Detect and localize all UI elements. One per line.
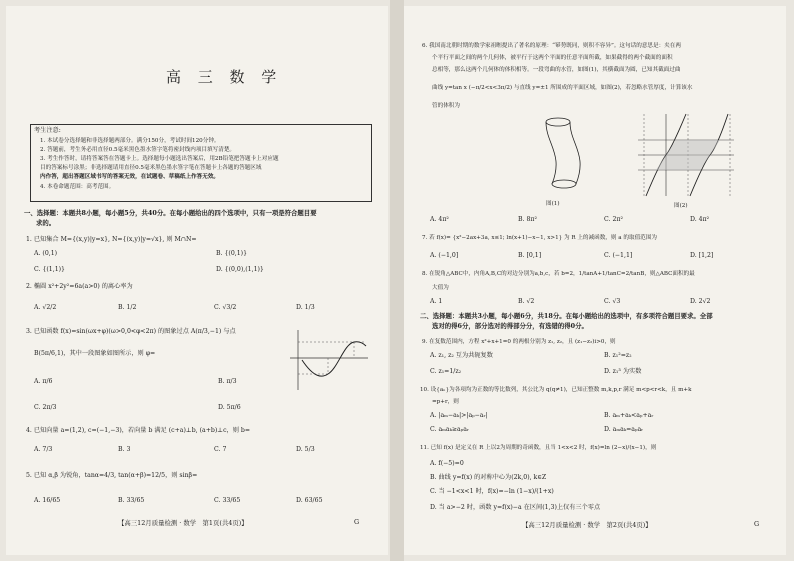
- q11-option-c: C. 当 −1<x<1 时，f(x)=−ln (1−x)/(1+x): [430, 488, 554, 495]
- q9-option-c: C. z₁=1/z₂: [430, 368, 462, 375]
- q3-option-a: A. π/6: [34, 378, 53, 385]
- question-1: 1. 已知集合 M={(x,y)|y=x}, N={(x,y)|y=√x}, 则 M∩N=: [26, 236, 197, 243]
- q2-option-b: B. 1/2: [118, 304, 137, 311]
- exam-page-1: [6, 6, 388, 555]
- q3-option-b: B. π/3: [218, 378, 237, 385]
- question-7: 7. 若 f(x)= {x²−2ax+3a, x≤1; ln(x+1)−x−1, x>1} 为 R 上的减函数，则 a 的取值范围为: [422, 235, 657, 241]
- question-10: 10. 设{aₙ}为各项均为正数的等比数列，其公比为 q(q≠1)，已知正整数 m,k,p,r 满足 m<p<r<k，且 m+k: [420, 387, 692, 393]
- figure-2-caption: 图(2): [674, 203, 688, 209]
- q6-option-a: A. 4π²: [430, 216, 449, 223]
- question-8-cont: 大值为: [432, 285, 449, 291]
- q9-option-a: A. z₁, z₂ 互为共轭复数: [430, 352, 493, 359]
- q1-option-d: D. {(0,0),(1,1)}: [216, 266, 264, 273]
- section-2-header-cont: 选对的得6分，部分选对的得部分分，有选错的得0分。: [432, 322, 588, 330]
- question-6-line-1: 6. 我国南北朝时期的数学家祖暅提出了著名的原理：“幂势既同，则积不容异”。这句话的意思是：夹在两: [422, 43, 681, 49]
- q5-option-c: C. 33/65: [214, 497, 241, 504]
- q7-option-d: D. [1,2]: [690, 252, 714, 259]
- notice-head: 考生注意:: [34, 127, 61, 134]
- q4-option-c: C. 7: [214, 446, 227, 453]
- q11-option-b: B. 曲线 y=f(x) 的对称中心为(2k,0), k∈Z: [430, 474, 547, 481]
- question-3-cont: B(5π/6,1)，其中一段图象如图所示，则 φ=: [34, 350, 156, 357]
- q10-option-b: B. aₘ+aₖ<aₚ+aᵣ: [604, 412, 654, 419]
- q6-option-c: C. 2π²: [604, 216, 623, 223]
- q5-option-b: B. 33/65: [118, 497, 145, 504]
- q2-option-a: A. √2/2: [34, 304, 57, 311]
- q11-option-d: D. 当 a>−2 时，函数 y=f(x)−a 在区间(1,3)上仅有三个零点: [430, 504, 601, 511]
- section-1-header: 一、选择题：本题共8小题，每小题5分，共40分。在每小题给出的四个选项中，只有一项是符合题目要: [24, 209, 317, 217]
- q4-option-b: B. 3: [118, 446, 131, 453]
- question-4: 4. 已知向量 a=(1,2), c=(−1,−3)，若向量 b 满足 (c+a)⊥b, (a+b)⊥c，则 b=: [26, 427, 251, 434]
- question-8: 8. 在锐角△ABC中，内角A,B,C的对边分别为a,b,c，若 b=2，1/tanA+1/tanC=2/tanB，则△ABC面积的最: [422, 271, 695, 277]
- question-6-line-2: 个平行平面之间的两个几何体，被平行于这两个平面的任意平面所截，如果截得的两个截面的面积: [432, 55, 673, 61]
- q7-option-c: C. (−1,1]: [604, 252, 633, 259]
- q1-option-c: C. {(1,1)}: [34, 266, 65, 273]
- q8-option-b: B. √2: [518, 298, 535, 305]
- q3-sine-graph: [288, 328, 370, 392]
- question-6-line-5: 管的体积为: [432, 103, 460, 109]
- question-11: 11. 已知 f(x) 是定义在 R 上以2为周期的奇函数，且当 1<x<2 时，f(x)=ln (2−x)/(x−1)，则: [420, 445, 657, 451]
- q9-option-d: D. z₁³ 为实数: [604, 368, 642, 375]
- question-9: 9. 在复数范围内，方程 x²+x+1=0 的两根分别为 z₁, z₂，且 (z₁−z₂)i>0，则: [422, 339, 616, 345]
- section-2-header: 二、选择题：本题共3小题，每小题6分，共18分。在每小题给出的选项中，有多项符合题目要求。全部: [420, 312, 713, 320]
- question-6-line-4: 曲线 y=tan x (−π/2<x<3π/2) 与直线 y=±1 所围成的平面区域，如图(2)，若忽略水管厚度，计算该水: [432, 85, 693, 91]
- page-gutter: [390, 0, 404, 561]
- page-2-footer-g: G: [754, 520, 760, 528]
- exam-page-2: [404, 6, 786, 555]
- q9-option-b: B. z₁²=z₂: [604, 352, 632, 359]
- notice-line-6: 4. 本卷命题范围：高考范围。: [40, 184, 115, 190]
- q6-option-d: D. 4π²: [690, 216, 710, 223]
- q8-option-d: D. 2√2: [690, 298, 711, 305]
- question-3: 3. 已知函数 f(x)=sin(ωx+φ)(ω>0,0<φ<2π) 的图象过点 A(π/3,−1) 与点: [26, 328, 236, 335]
- notice-line-2: 2. 答题前，考生务必用直径0.5毫米黑色墨水签字笔将密封线内项目填写清楚。: [40, 147, 236, 153]
- q8-option-a: A. 1: [430, 298, 443, 305]
- tangent-region-figure: [636, 112, 736, 198]
- curved-pipe-figure: [534, 114, 594, 196]
- exam-title: 高 三 数 学: [166, 68, 283, 86]
- notice-line-3: 3. 考生作答时，请将答案答在答题卡上。选择题每小题选出答案后，用2B铅笔把答题卡上对应题: [40, 156, 279, 162]
- q4-option-a: A. 7/3: [34, 446, 53, 453]
- notice-line-4: 目的答案标号涂黑；非选择题请用直径0.5毫米黑色墨水签字笔在答题卡上各题的答题区域: [40, 165, 262, 171]
- page-1-footer: 【高三12月质量检测 · 数学 第1页(共4页)】: [118, 519, 248, 527]
- notice-line-1: 1. 本试卷分选择题和非选择题两部分。满分150分，考试时间120分钟。: [40, 138, 220, 144]
- notice-line-5: 内作答，超出答题区域书写的答案无效，在试题卷、草稿纸上作答无效。: [40, 174, 220, 180]
- q1-option-b: B. {(0,1)}: [216, 250, 248, 257]
- q7-option-a: A. (−1,0]: [430, 252, 459, 259]
- q3-option-d: D. 5π/6: [218, 404, 241, 411]
- question-10-cont: =p+r，则: [432, 399, 459, 405]
- page-2-footer: 【高三12月质量检测 · 数学 第2页(共4页)】: [522, 521, 652, 529]
- q4-option-d: D. 5/3: [296, 446, 315, 453]
- q8-option-c: C. √3: [604, 298, 621, 305]
- section-1-header-cont: 求的。: [36, 219, 56, 227]
- q2-option-c: C. √3/2: [214, 304, 237, 311]
- q5-option-d: D. 63/65: [296, 497, 323, 504]
- q6-option-b: B. 8π²: [518, 216, 537, 223]
- q10-option-d: D. aₘaₖ=aₚaᵣ: [604, 426, 644, 433]
- q2-option-d: D. 1/3: [296, 304, 315, 311]
- question-6-line-3: 总相等，那么这两个几何体的体积相等。一段弯曲的水管，如图(1)，其横截面为圆，已知其截面过曲: [432, 67, 681, 73]
- question-2: 2. 椭圆 x²+2y²=6a(a>0) 的离心率为: [26, 283, 133, 290]
- q10-option-c: C. aₘaₖ≥aₚaᵣ: [430, 426, 470, 433]
- page-1-footer-g: G: [354, 518, 360, 526]
- question-5: 5. 已知 α,β 为锐角，tanα=4/3, tan(α+β)=12/5，则 sinβ=: [26, 472, 198, 479]
- q3-option-c: C. 2π/3: [34, 404, 57, 411]
- q10-option-a: A. |aₘ−aₖ|>|aₚ−aᵣ|: [430, 412, 488, 419]
- q1-option-a: A. (0,1): [34, 250, 58, 257]
- q5-option-a: A. 16/65: [34, 497, 61, 504]
- q11-option-a: A. f(−5)=0: [430, 460, 464, 467]
- figure-1-caption: 图(1): [546, 201, 560, 207]
- q7-option-b: B. [0,1]: [518, 252, 542, 259]
